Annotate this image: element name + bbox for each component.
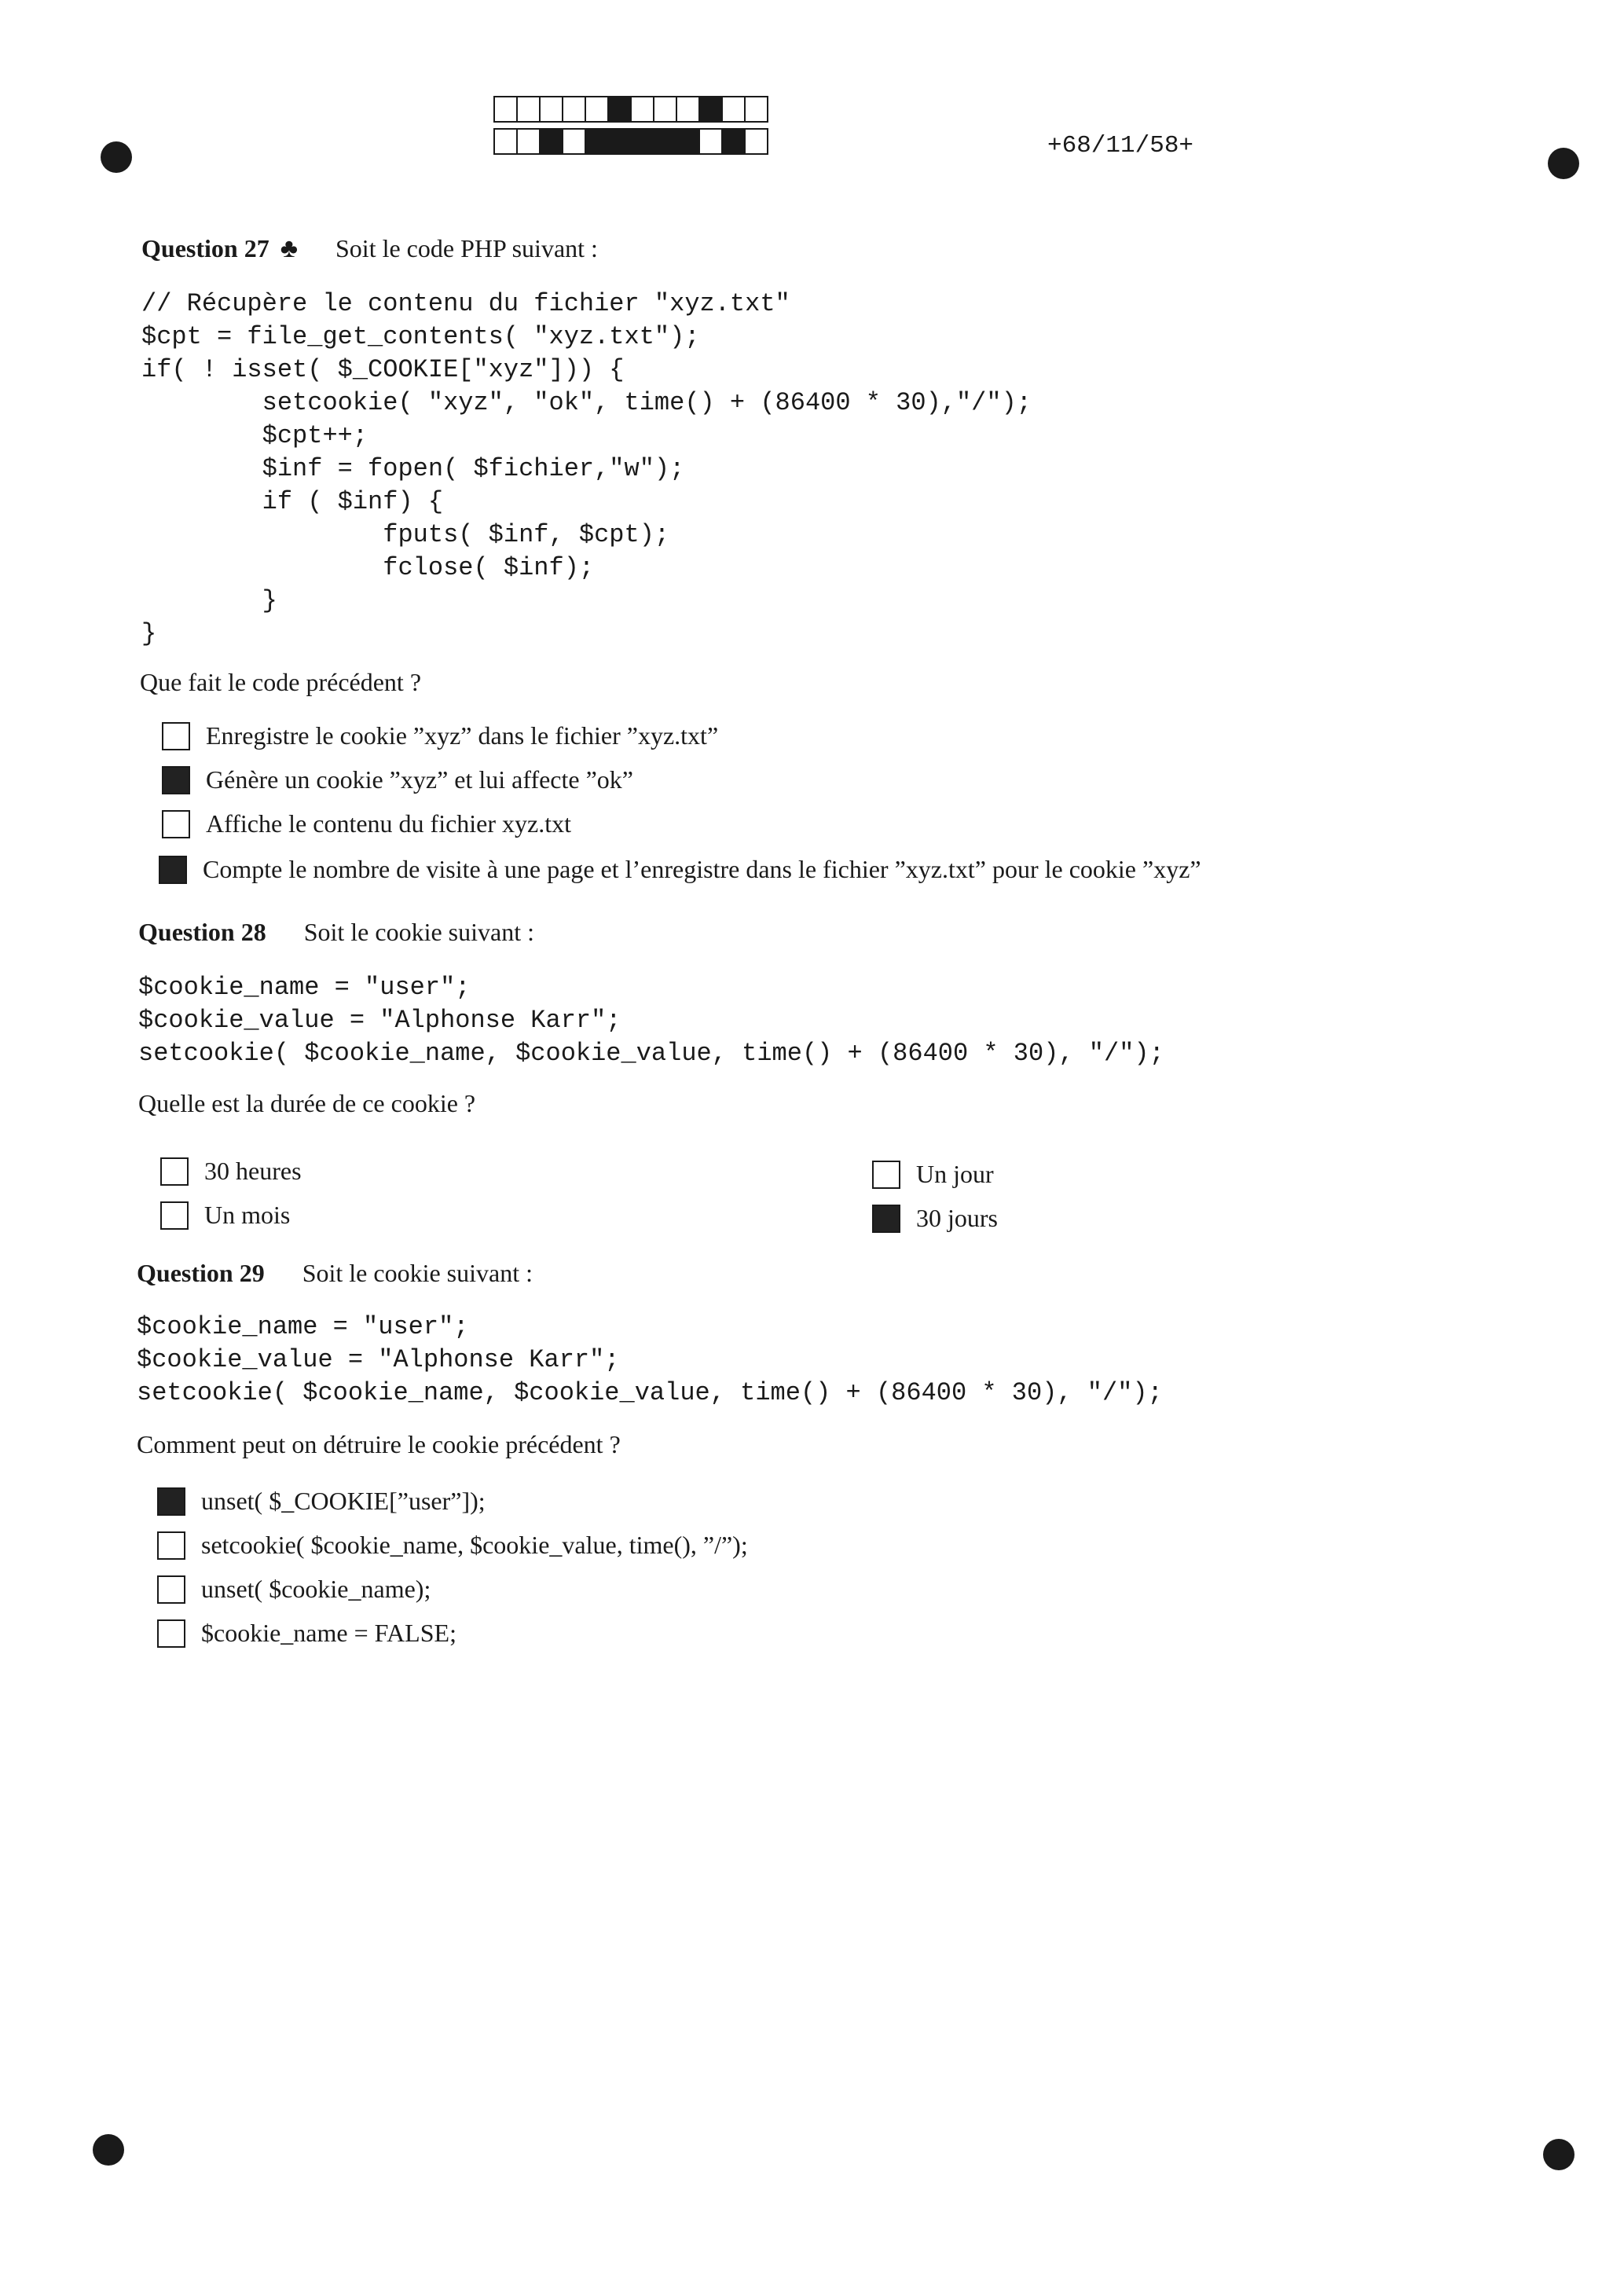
question-number: Question 28 xyxy=(138,918,266,946)
barcode-cell xyxy=(516,96,541,123)
barcode-cell xyxy=(676,96,700,123)
barcode-cell xyxy=(585,96,609,123)
barcode-cell xyxy=(721,128,746,155)
barcode-cell xyxy=(744,128,768,155)
q28-choice-4[interactable] xyxy=(872,1204,998,1233)
q29-choice-4[interactable] xyxy=(157,1619,456,1648)
q28-choice-2[interactable] xyxy=(160,1201,290,1230)
choice-label: setcookie( $cookie_name, $cookie_value, time(), ”/”); xyxy=(201,1531,748,1559)
question-28-code: $cookie_name = "user"; $cookie_value = "Alphonse Karr"; setcookie( $cookie_name, $cookie_value, time() + (86400 * 30), "/"); xyxy=(138,973,1164,1068)
question-28-heading xyxy=(138,918,534,947)
checkbox[interactable] xyxy=(162,766,190,794)
barcode-cell xyxy=(653,96,677,123)
checkbox[interactable] xyxy=(157,1619,185,1648)
barcode-cell xyxy=(698,96,723,123)
sheet-barcode xyxy=(493,96,767,160)
barcode-cell xyxy=(539,128,563,155)
choice-label: unset( $cookie_name); xyxy=(201,1575,431,1603)
club-icon: ♣ xyxy=(280,234,298,263)
choice-label: Génère un cookie ”xyz” et lui affecte ”ok” xyxy=(206,765,633,794)
barcode-cell xyxy=(676,128,700,155)
barcode-cell xyxy=(744,96,768,123)
q28-choice-1[interactable] xyxy=(160,1157,302,1186)
barcode-cell xyxy=(698,128,723,155)
sheet-id: +68/11/58+ xyxy=(1047,132,1194,160)
question-29-heading xyxy=(137,1259,533,1288)
checkbox[interactable] xyxy=(159,856,187,884)
barcode-bottom-row xyxy=(493,128,767,156)
barcode-cell xyxy=(493,96,518,123)
q28-choice-3[interactable] xyxy=(872,1160,994,1189)
registration-mark-bottom-left xyxy=(93,2134,124,2166)
barcode-cell xyxy=(493,128,518,155)
q29-choice-3[interactable] xyxy=(157,1575,431,1604)
question-intro: Soit le cookie suivant : xyxy=(303,918,534,946)
checkbox[interactable] xyxy=(162,722,190,750)
choice-label: unset( $_COOKIE[”user”]); xyxy=(201,1487,486,1515)
barcode-cell xyxy=(607,96,632,123)
choice-label: $cookie_name = FALSE; xyxy=(201,1619,456,1647)
barcode-cell xyxy=(630,96,654,123)
barcode-cell xyxy=(562,128,586,155)
checkbox[interactable] xyxy=(160,1201,189,1230)
q27-choice-2[interactable] xyxy=(162,765,633,794)
barcode-cell xyxy=(653,128,677,155)
choice-label: Un mois xyxy=(204,1201,291,1229)
barcode-cell xyxy=(516,128,541,155)
checkbox[interactable] xyxy=(157,1531,185,1560)
question-29-prompt: Comment peut on détruire le cookie précédent ? xyxy=(137,1430,621,1458)
barcode-cell xyxy=(562,96,586,123)
question-intro: Soit le code PHP suivant : xyxy=(335,234,598,262)
question-number: Question 27 xyxy=(141,234,269,262)
barcode-cell xyxy=(607,128,632,155)
checkbox[interactable] xyxy=(162,810,190,838)
barcode-cell xyxy=(721,96,746,123)
question-28-prompt: Quelle est la durée de ce cookie ? xyxy=(138,1089,476,1117)
checkbox[interactable] xyxy=(872,1161,900,1189)
question-27-code: // Récupère le contenu du fichier "xyz.txt" $cpt = file_get_contents( "xyz.txt"); if( ! isset( $_COOKIE["xyz"])) { setcookie( "xyz", "ok", time() + (86400 * 30),"/"); $cpt++; $inf = fopen( $fichier,"w"); if ( $inf) { fputs( $inf, $cpt); fclose( $inf); } } xyxy=(141,289,1032,648)
registration-mark-top-right xyxy=(1548,148,1579,179)
registration-mark-top-left xyxy=(101,141,132,173)
checkbox[interactable] xyxy=(160,1157,189,1186)
question-number: Question 29 xyxy=(137,1259,265,1287)
checkbox[interactable] xyxy=(157,1487,185,1516)
q29-choice-2[interactable] xyxy=(157,1531,748,1560)
question-intro: Soit le cookie suivant : xyxy=(302,1259,533,1287)
q29-choice-1[interactable] xyxy=(157,1487,486,1516)
q27-choice-1[interactable] xyxy=(162,721,718,750)
choice-label: Compte le nombre de visite à une page et l’enregistre dans le fichier ”xyz.txt” pour le cookie ”xyz” xyxy=(203,855,1201,883)
choice-label: Enregistre le cookie ”xyz” dans le fichier ”xyz.txt” xyxy=(206,721,719,750)
barcode-cell xyxy=(539,96,563,123)
q27-choice-4[interactable] xyxy=(159,855,1201,884)
choice-label: Un jour xyxy=(916,1160,994,1188)
checkbox[interactable] xyxy=(157,1575,185,1604)
q27-choice-3[interactable] xyxy=(162,809,571,838)
barcode-cell xyxy=(630,128,654,155)
choice-label: 30 jours xyxy=(916,1204,998,1232)
choice-label: Affiche le contenu du fichier xyz.txt xyxy=(206,809,572,838)
question-27-prompt: Que fait le code précédent ? xyxy=(140,668,422,696)
registration-mark-bottom-right xyxy=(1543,2139,1575,2170)
barcode-top-row xyxy=(493,96,767,124)
barcode-cell xyxy=(585,128,609,155)
choice-label: 30 heures xyxy=(204,1157,302,1185)
question-29-code: $cookie_name = "user"; $cookie_value = "Alphonse Karr"; setcookie( $cookie_name, $cookie_value, time() + (86400 * 30), "/"); xyxy=(137,1312,1163,1407)
checkbox[interactable] xyxy=(872,1205,900,1233)
question-27-heading xyxy=(141,234,598,264)
